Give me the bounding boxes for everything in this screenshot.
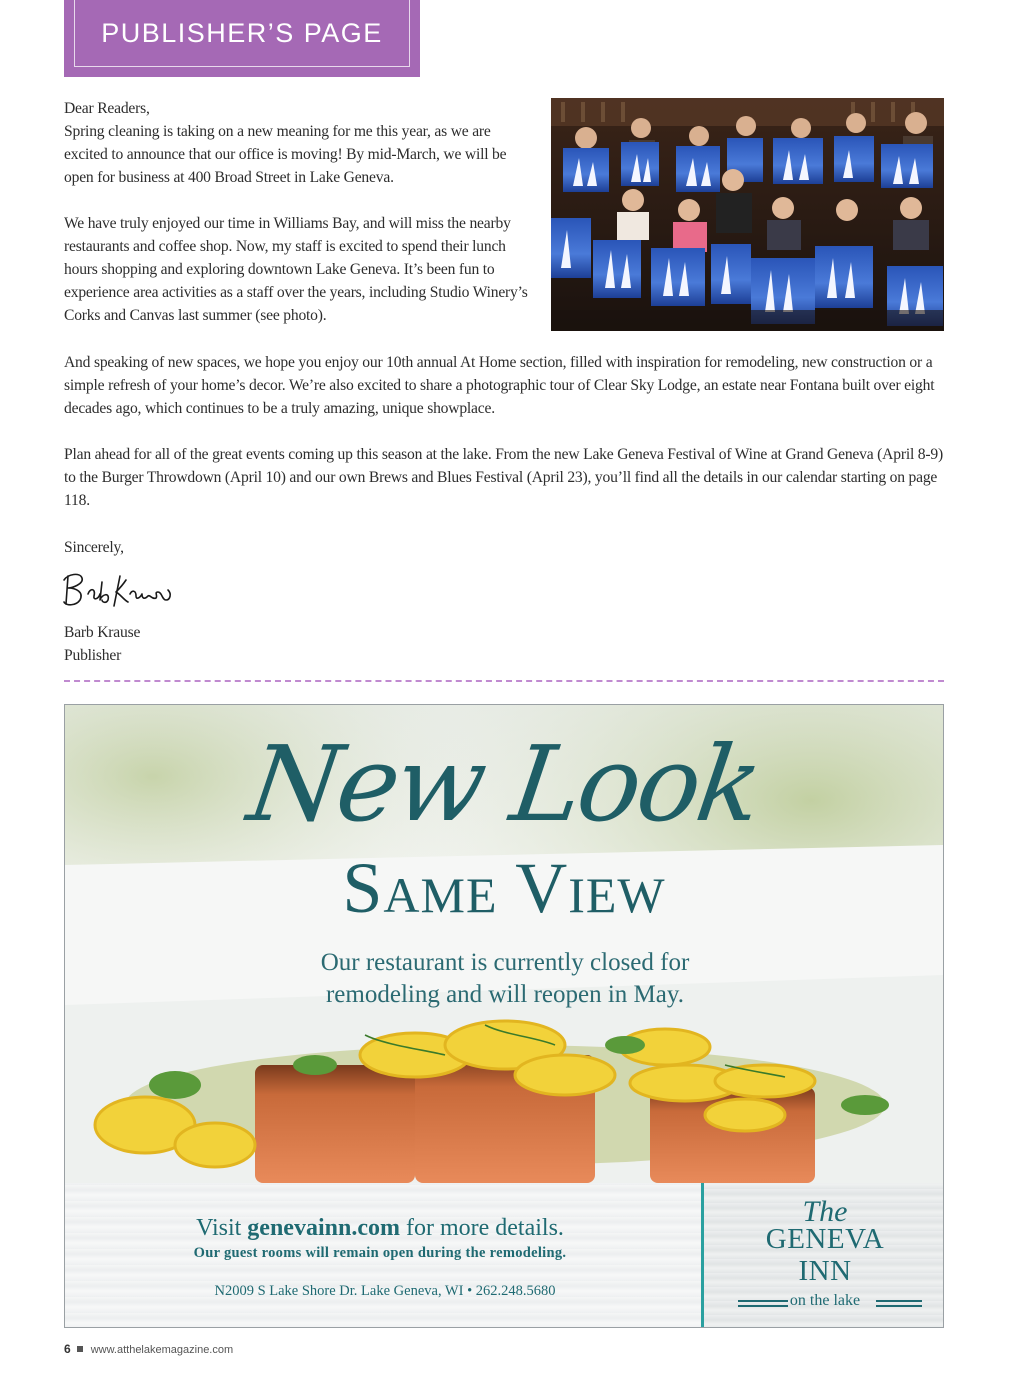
- ad-headline-caps: [65, 847, 943, 930]
- paragraph-4-block: [64, 443, 944, 512]
- logo-rule-right: [876, 1300, 922, 1302]
- visit-suffix: for more details.: [399, 1215, 564, 1241]
- visit-url-link[interactable]: genevainn.com: [247, 1215, 400, 1241]
- logo-inn-text: INN: [798, 1255, 852, 1287]
- ad-headline-caps-text: Same View: [342, 848, 666, 928]
- salutation: Dear Readers,: [64, 100, 150, 117]
- visit-prefix: Visit: [196, 1215, 248, 1241]
- logo-on-the-lake: on the lake: [789, 1292, 861, 1309]
- section-title: PUBLISHER’S PAGE: [101, 18, 383, 48]
- section-header-tab: [64, 0, 420, 77]
- paragraph-3-block: [64, 351, 944, 420]
- ad-rooms-note: Our guest rooms will remain open during the remodeling.: [193, 1245, 567, 1261]
- paragraph-4: Plan ahead for all of the great events coming up this season at the lake. From the new Lake Geneva Festival of Wine at Grand Geneva (April 8-9) to the Burger Throwdown (April 10) and our own Brews and Blues Festival (April 23), you’ll find all the details in our calendar starting on page 118.: [64, 446, 943, 509]
- ad-visit-line: [85, 1215, 675, 1242]
- corks-and-canvas-photo: [551, 98, 944, 331]
- footer-square-icon: [77, 1346, 83, 1352]
- geneva-inn-logo: [701, 1183, 944, 1328]
- logo-geneva-text: GENEVA: [765, 1223, 885, 1255]
- paragraph-2: We have truly enjoyed our time in Williams Bay, and will miss the nearby restaurants and coffee shop. Now, my staff is excited to spend their lunch hours shopping and exploring downtown Lake Geneva. It’s been fun to experience area activities as a staff over the years, including Studio Winery’s Corks and Canvas last summer (see photo).: [64, 215, 528, 324]
- closing: Sincerely,: [64, 539, 124, 556]
- footer-url[interactable]: www.atthelakemagazine.com: [90, 1344, 234, 1356]
- dashed-divider: [64, 680, 944, 682]
- page-number: 6: [64, 1342, 71, 1356]
- logo-geneva: [704, 1223, 944, 1256]
- publisher-name: Barb Krause: [64, 624, 141, 641]
- paragraph-1: Spring cleaning is taking on a new meaning for me this year, as we are excited to announce that our office is moving! By mid-March, we will be open for business at 400 Broad Street in Lake Geneva.: [64, 123, 507, 186]
- page-footer: [64, 1342, 233, 1356]
- ad-subheadline-line-2: remodeling and will reopen in May.: [325, 981, 684, 1008]
- ad-subheadline: [235, 947, 775, 1011]
- logo-the: The: [802, 1195, 848, 1228]
- ad-headline-script: New Look: [241, 723, 767, 845]
- ad-address: N2009 S Lake Shore Dr. Lake Geneva, WI • 262.248.5680: [214, 1283, 556, 1299]
- group-painting-photo-illustration: [551, 98, 944, 331]
- logo-rule-right-2: [876, 1305, 922, 1307]
- geneva-inn-advertisement: [64, 704, 944, 1328]
- paragraph-3: And speaking of new spaces, we hope you enjoy our 10th annual At Home section, filled with inspiration for remodeling, new construction or a simple refresh of your home’s decor. We’re also excited to share a photographic tour of Clear Sky Lodge, an estate near Fontana built over eight decades ago, which continues to be a truly amazing, unique showplace.: [64, 354, 935, 417]
- ad-subheadline-line-1: Our restaurant is currently closed for: [320, 949, 690, 976]
- letter-intro: [64, 97, 534, 327]
- publisher-title: Publisher: [64, 647, 122, 664]
- handwritten-signature: [58, 566, 178, 612]
- logo-inn: [704, 1255, 944, 1288]
